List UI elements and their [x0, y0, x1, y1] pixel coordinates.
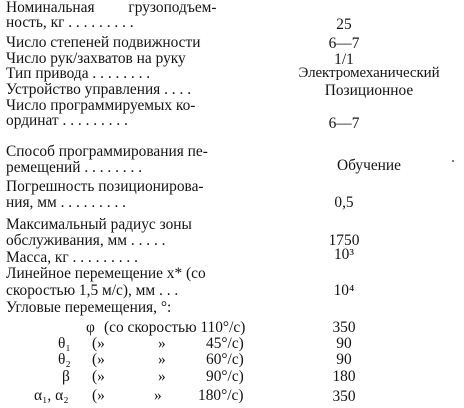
row-value: Позиционное [324, 82, 414, 99]
row-value: 10⁴ [333, 282, 355, 299]
row-label-line1: Способ программирования пе- [6, 143, 208, 160]
row-label-line1: Число программируемых ко- [6, 97, 196, 114]
angle-paren: (» [92, 387, 105, 404]
angle-speed: 60°/с) [206, 351, 244, 368]
angle-paren: (» [92, 368, 105, 385]
print-speck [452, 160, 454, 162]
row-value: 1/1 [334, 51, 354, 68]
row-label-line1: Погрешность позиционирова- [6, 178, 204, 195]
angle-ditto: » [154, 387, 162, 404]
angle-value: 180 [332, 368, 356, 385]
row-value: 1750 [328, 232, 360, 249]
angular-header: Угловые перемещения, °: [6, 299, 172, 316]
angle-value: 90 [336, 335, 352, 352]
row-value: 0,5 [334, 194, 354, 211]
row-label: Тип привода . . . . . . . . [6, 65, 151, 82]
angle-value: 350 [332, 319, 356, 336]
angle-symbol: φ [86, 319, 95, 336]
angle-speed: 90°/с) [206, 368, 244, 385]
angle-symbol: θ₂ [58, 351, 71, 368]
row-label-line2: обслуживания, мм . . . . . [6, 232, 166, 249]
row-value: 6—7 [328, 115, 360, 132]
angle-symbol: α₁, α₂ [34, 387, 69, 404]
angle-value: 90 [336, 351, 352, 368]
row-label-line2: ния, мм . . . . . . . . . [6, 194, 126, 211]
row-label: Число степеней подвижности [6, 34, 201, 51]
row-label-line2: ремещений . . . . . . . . [6, 159, 143, 176]
angle-speed: 45°/с) [206, 335, 244, 352]
row-value: 25 [336, 16, 352, 33]
row-label: Масса, кг . . . . . . . . . [6, 249, 138, 266]
row-label-line2: ность, кг . . . . . . . . . [6, 14, 134, 31]
angle-speed: 180°/с) [198, 387, 244, 404]
angle-speed: (со скоростью 110°/с) [104, 319, 246, 336]
angle-value: 350 [332, 388, 356, 405]
row-label: Число рук/захватов на руку [6, 50, 186, 67]
row-label-line1: Номинальная грузоподъем- [6, 0, 217, 16]
row-label-line1: Максимальный радиус зоны [6, 216, 192, 233]
angle-ditto: » [158, 368, 166, 385]
angle-ditto: » [158, 351, 166, 368]
angle-symbol: β [62, 368, 70, 385]
row-value: Обучение [337, 157, 401, 174]
row-value: 6—7 [328, 35, 360, 52]
row-label-line1: Линейное перемещение x* (со [6, 265, 206, 282]
row-label: Устройство управления . . . . [6, 81, 192, 98]
angle-paren: (» [92, 335, 105, 352]
row-value: Электромеханический [298, 65, 440, 81]
angle-ditto: » [158, 335, 166, 352]
angle-symbol: θ₁ [58, 335, 71, 352]
angle-paren: (» [92, 351, 105, 368]
row-label-line2: скоростью 1,5 м/с), мм . . . [6, 282, 179, 299]
row-value: 10³ [333, 246, 354, 263]
row-label-line2: ординат . . . . . . . . . [6, 112, 128, 129]
